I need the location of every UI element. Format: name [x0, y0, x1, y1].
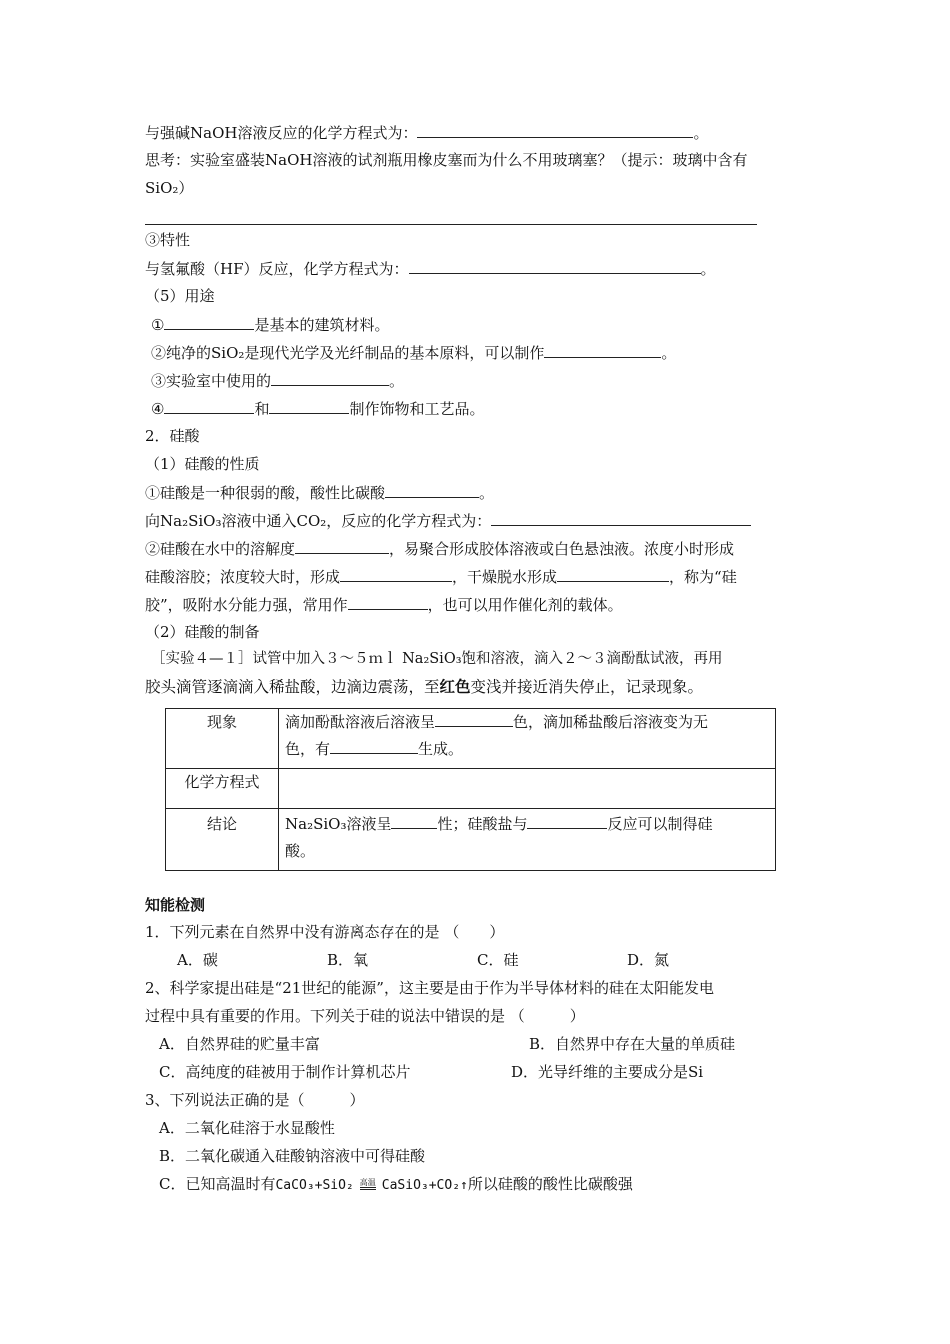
text: ，称为“硅 [669, 568, 737, 586]
use-2 [151, 341, 676, 364]
think-line: 思考：实验室盛装NaOH溶液的试剂瓶用橡皮塞而为什么不用玻璃塞？（提示：玻璃中含有 [145, 151, 748, 169]
answer-blank[interactable] [295, 537, 389, 554]
answer-blank[interactable] [417, 121, 693, 138]
answer-blank[interactable] [544, 341, 661, 358]
q3-option-b[interactable]: B．二氧化碳通入硅酸钠溶液中可得硅酸 [159, 1147, 426, 1165]
equation-cell[interactable] [279, 769, 776, 809]
highlight-red: 红色 [439, 677, 471, 696]
q2-option-c[interactable]: C．高纯度的硅被用于制作计算机芯片 [159, 1063, 411, 1081]
experiment-line-1: ［实验４—１］试管中加入３～５ｍｌ Na₂SiO₃饱和溶液，滴入２～３滴酚酞试液，再用 [151, 651, 723, 667]
text: 生成。 [418, 740, 464, 758]
text: 色，有 [285, 740, 331, 758]
text: C．已知高温时有 [159, 1175, 276, 1193]
property-1 [145, 481, 494, 504]
experiment-table [165, 708, 776, 871]
q1-option-c[interactable]: C．硅 [477, 951, 519, 969]
answer-blank[interactable] [557, 565, 669, 582]
answer-blank[interactable] [269, 397, 349, 414]
answer-blank[interactable] [271, 369, 389, 386]
phenomenon-cell[interactable] [279, 709, 776, 769]
property-1-text: ①硅酸是一种很弱的酸，酸性比碳酸 [145, 484, 386, 502]
question-1: 1．下列元素在自然界中没有游离态存在的是 （ ） [145, 923, 505, 941]
conclusion-cell[interactable] [279, 809, 776, 871]
answer-blank[interactable] [340, 565, 452, 582]
q2-option-b[interactable]: B．自然界中存在大量的单质硅 [529, 1035, 736, 1053]
hf-line [145, 257, 716, 280]
text: 变浅并接近消失停止，记录现象。 [470, 678, 704, 696]
equation-left: CaCO₃+SiO₂ [275, 1178, 354, 1193]
text: 酸。 [285, 842, 316, 860]
row-head: 结论 [166, 809, 279, 871]
use-3 [151, 369, 404, 392]
conj: 和 [254, 400, 270, 418]
text: 硅酸溶胶；浓度较大时，形成 [145, 568, 341, 586]
property-2-end [145, 593, 623, 616]
question-2-line-1: 2、科学家提出硅是“21世纪的能源”，这主要是由于作为半导体材料的硅在太阳能发电 [145, 979, 714, 997]
marker: ① [151, 316, 165, 334]
period: 。 [389, 372, 405, 390]
text: Na₂SiO₃溶液呈 [285, 815, 392, 833]
text: ②硅酸在水中的溶解度 [145, 540, 296, 558]
use-2-text: ②纯净的SiO₂是现代光学及光纤制品的基本原料，可以制作 [151, 344, 545, 362]
answer-blank[interactable] [164, 397, 254, 414]
section-2-1-heading: （1）硅酸的性质 [145, 455, 260, 473]
equation-right: CaSiO₃+CO₂↑ [381, 1178, 468, 1193]
period: 。 [479, 484, 495, 502]
table-row [166, 769, 776, 809]
quiz-title: 知能检测 [145, 896, 206, 914]
text: 所以硅酸的酸性比碳酸强 [467, 1175, 633, 1193]
period: 。 [661, 344, 677, 362]
section-2-2-heading: （2）硅酸的制备 [145, 623, 260, 641]
marker: ④ [151, 400, 165, 418]
answer-blank[interactable] [330, 737, 418, 754]
think-line-2: SiO₂） [145, 179, 194, 197]
text: 性；硅酸盐与 [437, 815, 528, 833]
row-head: 现象 [166, 709, 279, 769]
use-1-text: 是基本的建筑材料。 [254, 316, 390, 334]
reaction-condition: 高温 [360, 1179, 376, 1190]
naoh-line [145, 121, 708, 144]
section-2-heading: 2．硅酸 [145, 427, 200, 445]
hf-text: 与氢氟酸（HF）反应，化学方程式为： [145, 260, 409, 278]
text: ，干燥脱水形成 [452, 568, 558, 586]
period: 。 [700, 260, 716, 278]
answer-blank[interactable] [385, 481, 479, 498]
q2-option-d[interactable]: D．光导纤维的主要成分是Si [511, 1063, 704, 1081]
text: 胶头滴管逐滴滴入稀盐酸，边滴边震荡，至 [145, 678, 440, 696]
think-answer-line[interactable] [145, 204, 757, 225]
text: 反应可以制得硅 [607, 815, 713, 833]
period: 。 [693, 124, 709, 142]
q1-option-d[interactable]: D．氮 [627, 951, 670, 969]
q3-option-c[interactable] [159, 1173, 633, 1197]
q1-option-b[interactable]: B．氧 [327, 951, 369, 969]
naoh-text: 与强碱NaOH溶液反应的化学方程式为： [145, 124, 418, 142]
answer-blank[interactable] [435, 710, 513, 727]
text: ，易聚合形成胶体溶液或白色悬浊液。浓度小时形成 [389, 540, 735, 558]
answer-blank[interactable] [348, 593, 428, 610]
experiment-line-2 [145, 676, 703, 698]
text: 色，滴加稀盐酸后溶液变为无 [513, 713, 709, 731]
use-4-text: 制作饰物和工艺品。 [349, 400, 485, 418]
use-3-text: ③实验室中使用的 [151, 372, 272, 390]
special-heading: ③特性 [145, 231, 191, 249]
row-head: 化学方程式 [166, 769, 279, 809]
use-4 [151, 397, 484, 420]
use-1 [151, 313, 389, 336]
question-3: 3、下列说法正确的是（ ） [145, 1091, 365, 1109]
property-2 [145, 537, 734, 560]
property-2-cont [145, 565, 737, 588]
question-2-line-2: 过程中具有重要的作用。下列关于硅的说法中错误的是 （ ） [145, 1007, 585, 1025]
answer-blank[interactable] [391, 812, 437, 829]
text: 胶”，吸附水分能力强，常用作 [145, 596, 348, 614]
table-row [166, 809, 776, 871]
q2-option-a[interactable]: A．自然界硅的贮量丰富 [159, 1035, 320, 1053]
answer-blank[interactable] [164, 313, 254, 330]
text: 滴加酚酞溶液后溶液呈 [285, 713, 436, 731]
answer-blank[interactable] [409, 257, 701, 274]
co2-text: 向Na₂SiO₃溶液中通入CO₂，反应的化学方程式为： [145, 512, 492, 530]
answer-blank[interactable] [527, 812, 607, 829]
use-heading: （5）用途 [145, 287, 215, 305]
text: ，也可以用作催化剂的载体。 [427, 596, 623, 614]
table-row [166, 709, 776, 769]
q3-option-a[interactable]: A．二氧化硅溶于水显酸性 [159, 1119, 335, 1137]
answer-blank[interactable] [491, 509, 751, 526]
co2-line [145, 509, 751, 532]
q1-option-a[interactable]: A．碳 [177, 951, 218, 969]
